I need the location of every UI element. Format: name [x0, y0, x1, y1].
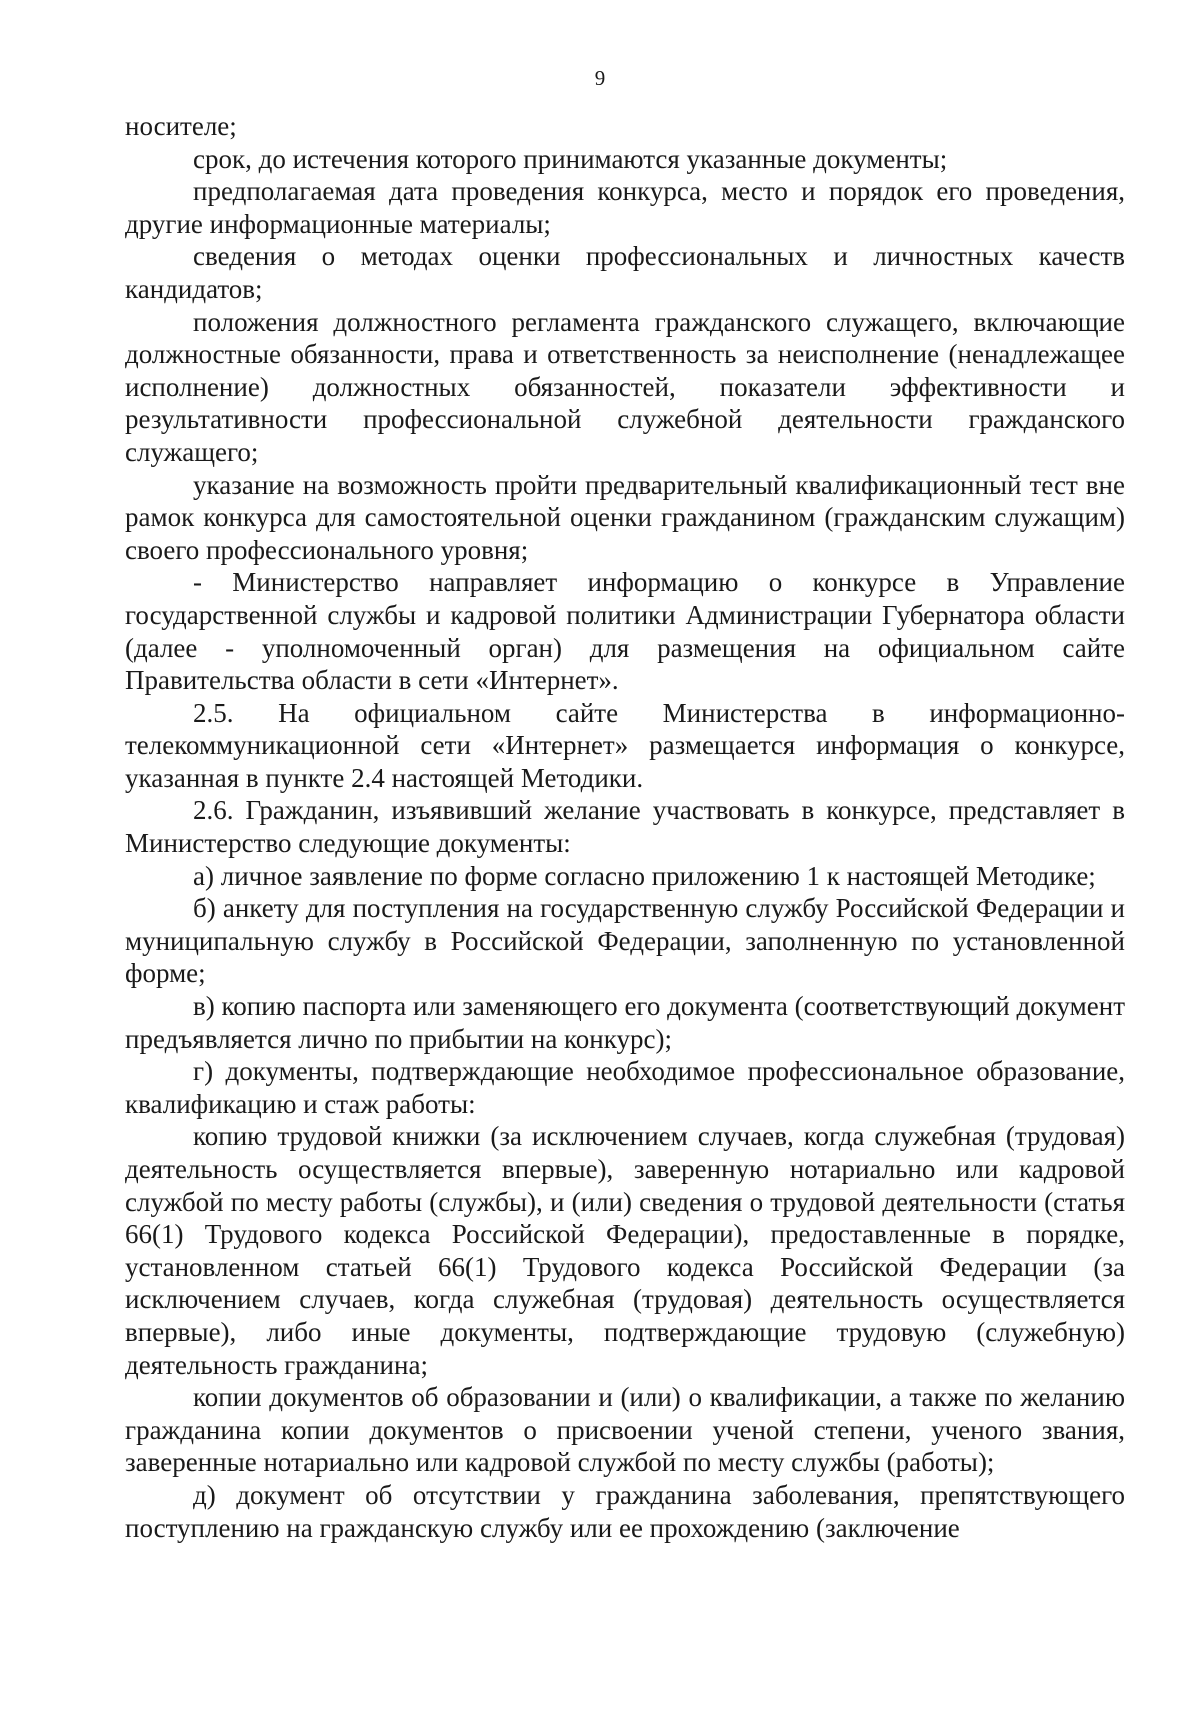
- paragraph: сведения о методах оценки профессиональных и личностных качеств кандидатов;: [125, 241, 1125, 304]
- paragraph: а) личное заявление по форме согласно приложению 1 к настоящей Методике;: [193, 860, 1096, 891]
- paragraph: носителе;: [125, 111, 237, 141]
- paragraph: предполагаемая дата проведения конкурса, место и порядок его проведения, другие информационные материалы;: [125, 176, 1125, 239]
- paragraph: положения должностного регламента гражданского служащего, включающие должностные обязанности, права и ответственность за неисполнение (ненадлежащее исполнение) должностных обязанностей, показатели эффективности и результативности профессиональной служебной деятельности гражданского служащего;: [125, 306, 1125, 467]
- paragraph: срок, до истечения которого принимаются указанные документы;: [193, 143, 948, 174]
- paragraph: копию трудовой книжки (за исключением случаев, когда служебная (трудовая) деятельность осуществляется впервые), заверенную нотариально или кадровой службой по месту работы (службы), и (или) сведения о трудовой деятельности (статья 66(1) Трудового кодекса Российской Федерации), предоставленные в порядке, установленном статьей 66(1) Трудового кодекса Российской Федерации (за исключением случаев, когда служебная (трудовая) деятельность осуществляется впервые), либо иные документы, подтверждающие трудовую (служебную) деятельность гражданина;: [125, 1121, 1125, 1380]
- paragraph: в) копию паспорта или заменяющего его документа (соответствующий документ предъявляется лично по прибытии на конкурс);: [125, 991, 1125, 1054]
- paragraph: г) документы, подтверждающие необходимое профессиональное образование, квалификацию и стаж работы:: [125, 1056, 1125, 1119]
- paragraph: указание на возможность пройти предварительный квалификационный тест вне рамок конкурса для самостоятельной оценки гражданином (гражданским служащим) своего профессионального уровня;: [125, 469, 1125, 565]
- paragraph: копии документов об образовании и (или) о квалификации, а также по желанию гражданина копии документов о присвоении ученой степени, ученого звания, заверенные нотариально или кадровой службой по месту службы (работы);: [125, 1382, 1125, 1478]
- paragraph: 2.5. На официальном сайте Министерства в информационно-телекоммуникационной сети «Интернет» размещается информация о конкурсе, указанная в пункте 2.4 настоящей Методики.: [125, 697, 1125, 793]
- paragraph: 2.6. Гражданин, изъявивший желание участвовать в конкурсе, представляет в Министерство следующие документы:: [125, 795, 1125, 859]
- page-number: 9: [594, 66, 606, 90]
- paragraph: д) документ об отсутствии у гражданина заболевания, препятствующего поступлению на гражданскую службу или ее прохождению (заключение: [125, 1479, 1125, 1543]
- paragraph: б) анкету для поступления на государственную службу Российской Федерации и муниципальную службу в Российской Федерации, заполненную по установленной форме;: [125, 893, 1125, 989]
- document-body: [125, 110, 1125, 1544]
- paragraph: - Министерство направляет информацию о конкурсе в Управление государственной службы и кадровой политики Администрации Губернатора области (далее - уполномоченный орган) для размещения на официальном сайте Правительства области в сети «Интернет».: [125, 567, 1125, 696]
